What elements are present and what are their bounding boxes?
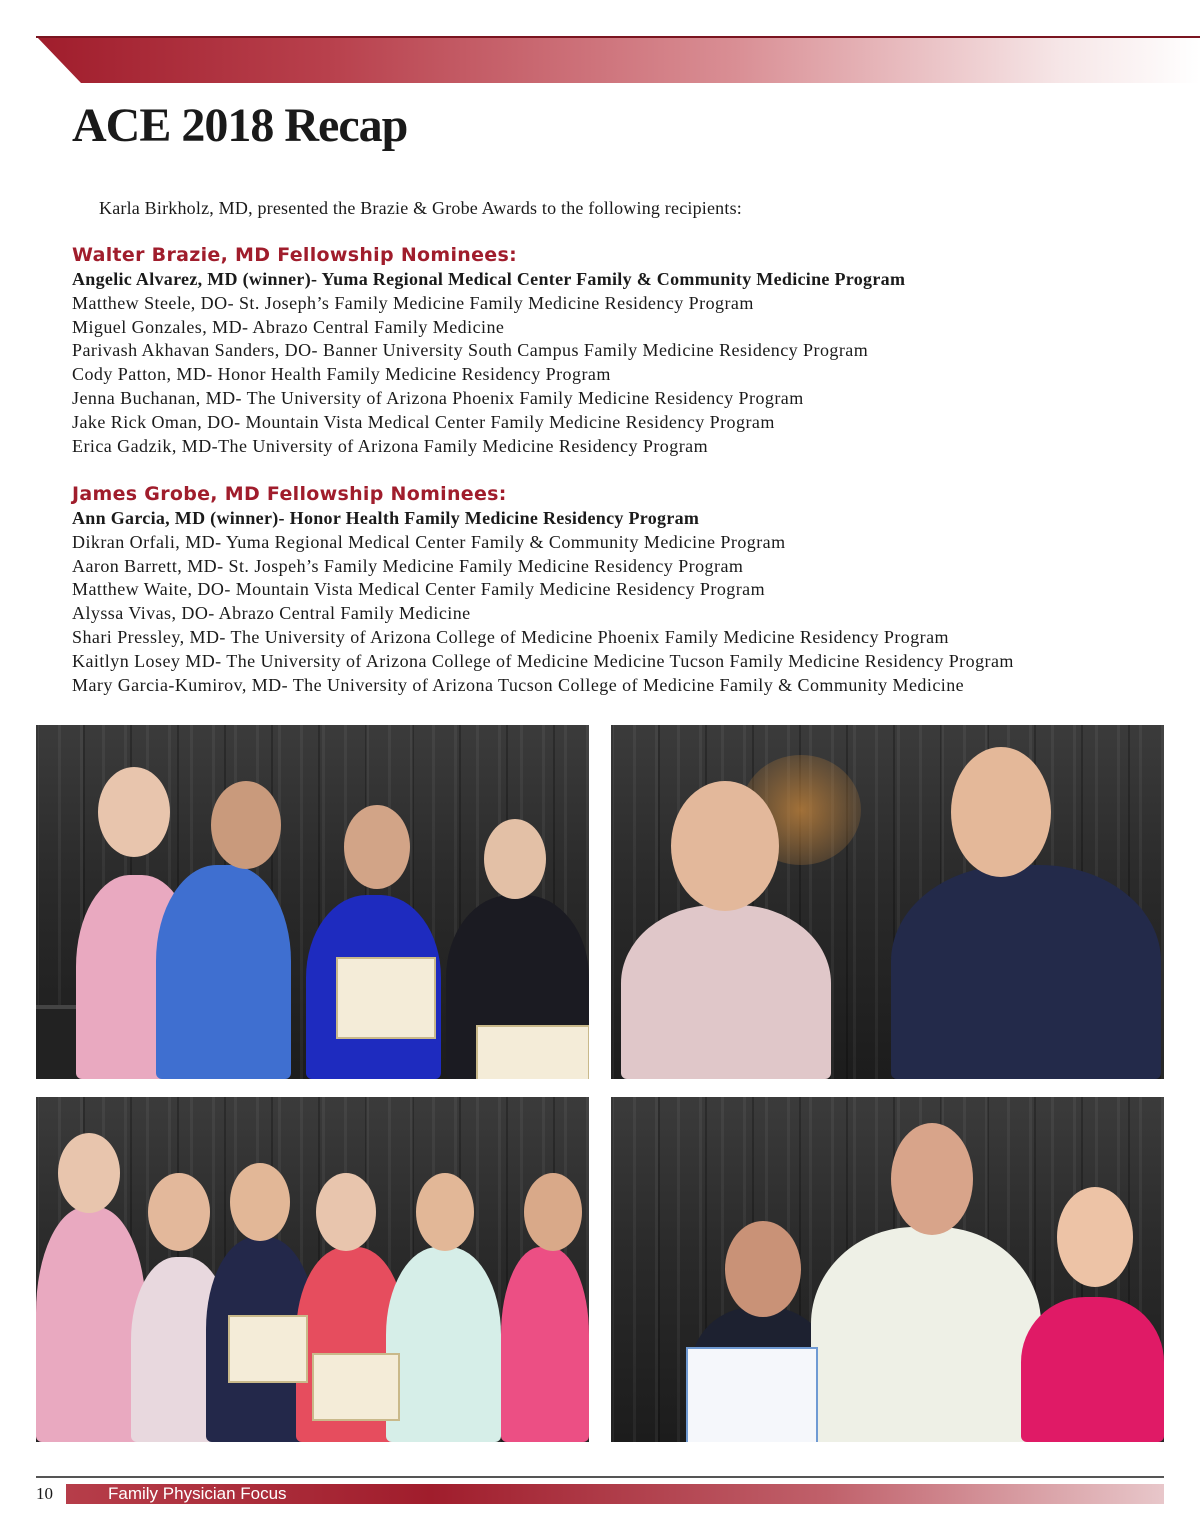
nominee-item: Jenna Buchanan, MD- The University of Arizona Phoenix Family Medicine Residency Program — [72, 387, 804, 408]
photo-grobe-group — [36, 1097, 589, 1442]
nominee-item: Ann Garcia, MD (winner)- Honor Health Family Medicine Residency Program — [72, 508, 700, 528]
certificate — [312, 1353, 400, 1421]
photo-trio — [611, 1097, 1164, 1442]
nominee-item: Aaron Barrett, MD- St. Jospeh’s Family Medicine Family Medicine Residency Program — [72, 555, 744, 576]
person — [1021, 1297, 1164, 1442]
person-head — [1057, 1187, 1133, 1287]
person-head — [524, 1173, 582, 1251]
intro-text: Karla Birkholz, MD, presented the Brazie & Grobe Awards to the following recipients: — [99, 198, 742, 218]
header-banner — [36, 36, 1200, 83]
page-title: ACE 2018 Recap — [72, 99, 408, 152]
person-head — [484, 819, 546, 899]
nominee-item: Kaitlyn Losey MD- The University of Arizona College of Medicine Medicine Tucson Family Medicine Residency Program — [72, 650, 1014, 671]
person — [891, 865, 1161, 1079]
nominee-item: Angelic Alvarez, MD (winner)- Yuma Regional Medical Center Family & Community Medicine Program — [72, 269, 906, 289]
nominee-item: Jake Rick Oman, DO- Mountain Vista Medical Center Family Medicine Residency Program — [72, 411, 775, 432]
grobe-nominee-list — [72, 507, 1014, 697]
person-head — [416, 1173, 474, 1251]
nominee-item: Cody Patton, MD- Honor Health Family Medicine Residency Program — [72, 364, 611, 385]
page-number: 10 — [36, 1484, 66, 1504]
certificate — [686, 1347, 818, 1442]
person-head — [671, 781, 779, 911]
certificate — [336, 957, 436, 1039]
person — [36, 1207, 146, 1442]
person-head — [951, 747, 1051, 877]
brazie-heading: Walter Brazie, MD Fellowship Nominees: — [72, 244, 517, 266]
nominee-item: Erica Gadzik, MD-The University of Arizona Family Medicine Residency Program — [72, 435, 709, 456]
person-head — [230, 1163, 290, 1241]
certificate — [228, 1315, 308, 1383]
certificate — [476, 1025, 589, 1079]
person-head — [344, 805, 410, 889]
person — [621, 905, 831, 1079]
footer-rule — [36, 1476, 1164, 1478]
person — [156, 865, 291, 1079]
person-head — [891, 1123, 973, 1235]
brazie-nominee-list — [72, 268, 905, 458]
header-rule — [36, 36, 1200, 38]
person — [811, 1227, 1041, 1442]
nominee-item: Mary Garcia-Kumirov, MD- The University of Arizona Tucson College of Medicine Family & Community Medicine — [72, 674, 965, 695]
person-head — [725, 1221, 801, 1317]
person-head — [316, 1173, 376, 1251]
photo-brazie-group — [36, 725, 589, 1079]
nominee-item: Matthew Waite, DO- Mountain Vista Medical Center Family Medicine Residency Program — [72, 579, 766, 600]
person-head — [58, 1133, 120, 1213]
person-head — [148, 1173, 210, 1251]
person — [501, 1247, 589, 1442]
person-head — [211, 781, 281, 869]
photo-handshake — [611, 725, 1164, 1079]
person-head — [98, 767, 170, 857]
nominee-item: Alyssa Vivas, DO- Abrazo Central Family Medicine — [72, 603, 471, 624]
nominee-item: Parivash Akhavan Sanders, DO- Banner University South Campus Family Medicine Residency Program — [72, 340, 869, 361]
nominee-item: Matthew Steele, DO- St. Joseph’s Family Medicine Family Medicine Residency Program — [72, 292, 754, 313]
nominee-item: Dikran Orfali, MD- Yuma Regional Medical Center Family & Community Medicine Program — [72, 531, 786, 552]
person — [386, 1247, 501, 1442]
publication-title: Family Physician Focus — [108, 1484, 287, 1503]
nominee-item: Miguel Gonzales, MD- Abrazo Central Family Medicine — [72, 316, 505, 337]
grobe-heading: James Grobe, MD Fellowship Nominees: — [72, 483, 507, 505]
nominee-item: Shari Pressley, MD- The University of Arizona College of Medicine Phoenix Family Medicine Residency Program — [72, 626, 949, 647]
